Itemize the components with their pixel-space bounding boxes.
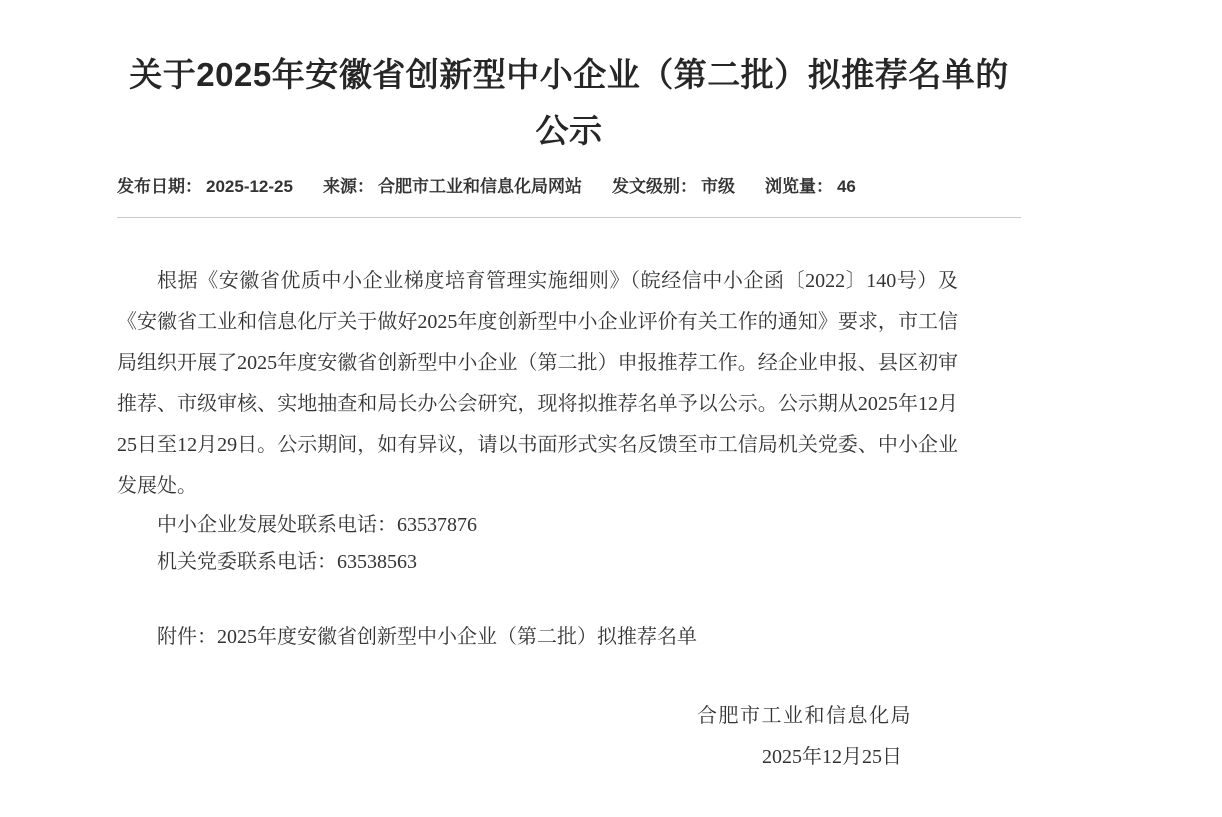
contact-line-party-committee: [117, 544, 958, 581]
paragraph-line: 局组织开展了2025年度安徽省创新型中小企业（第二批）申报推荐工作。经企业申报、县区初审: [117, 352, 958, 374]
paragraph-line: 根据《安徽省优质中小企业梯度培育管理实施细则》（皖经信中小企函〔2022〕140号）及: [157, 270, 958, 292]
attachment-link[interactable]: 附件：2025年度安徽省创新型中小企业（第二批）拟推荐名单: [157, 626, 697, 648]
attachment-row: [117, 617, 958, 658]
contact-section: [117, 507, 958, 581]
paragraph-line: 25日至12月29日。公示期间，如有异议，请以书面形式实名反馈至市工信局机关党委、中小企业: [117, 434, 958, 456]
meta-views-value: 46: [836, 177, 856, 196]
contact-phone: 63537876: [397, 514, 477, 536]
meta-source: [323, 176, 582, 198]
meta-doc-level: [612, 176, 735, 198]
meta-doc-level-value: 市级: [700, 177, 735, 196]
paragraph-line: 推荐、市级审核、实地抽查和局长办公会研究，现将拟推荐名单予以公示。公示期从2025年12月: [117, 393, 958, 415]
signature-date: 2025年12月25日: [762, 746, 902, 768]
signature-org: 合肥市工业和信息化局: [697, 705, 912, 727]
page-title: [117, 0, 1021, 159]
paragraph-line: 《安徽省工业和信息化厅关于做好2025年度创新型中小企业评价有关工作的通知》要求，市工信: [117, 311, 958, 333]
meta-views-label: 浏览量：: [764, 177, 833, 196]
contact-line-sme-division: [117, 507, 958, 544]
page-title-line-1: 关于2025年安徽省创新型中小企业（第二批）拟推荐名单的: [129, 56, 1009, 93]
meta-publish-date-label: 发布日期：: [117, 177, 202, 196]
meta-views: [765, 176, 856, 198]
meta-publish-date: [117, 176, 293, 198]
meta-doc-level-label: 发文级别：: [611, 177, 697, 196]
contact-label: 中小企业发展处联系电话：: [157, 514, 397, 536]
divider: [117, 217, 1021, 218]
contact-phone: 63538563: [337, 551, 417, 573]
meta-publish-date-value: 2025-12-25: [206, 177, 293, 196]
signature-block: [117, 696, 958, 778]
meta-source-value: 合肥市工业和信息化局网站: [377, 177, 582, 196]
page-title-line-2: 公示: [535, 112, 603, 149]
paragraph-line: 发展处。: [117, 475, 197, 497]
contact-label: 机关党委联系电话：: [157, 551, 337, 573]
article-container: [117, 0, 1021, 778]
article-paragraph: [117, 261, 958, 507]
article-meta: [117, 176, 1021, 198]
meta-source-label: 来源：: [322, 177, 374, 196]
article-body: [117, 261, 958, 778]
